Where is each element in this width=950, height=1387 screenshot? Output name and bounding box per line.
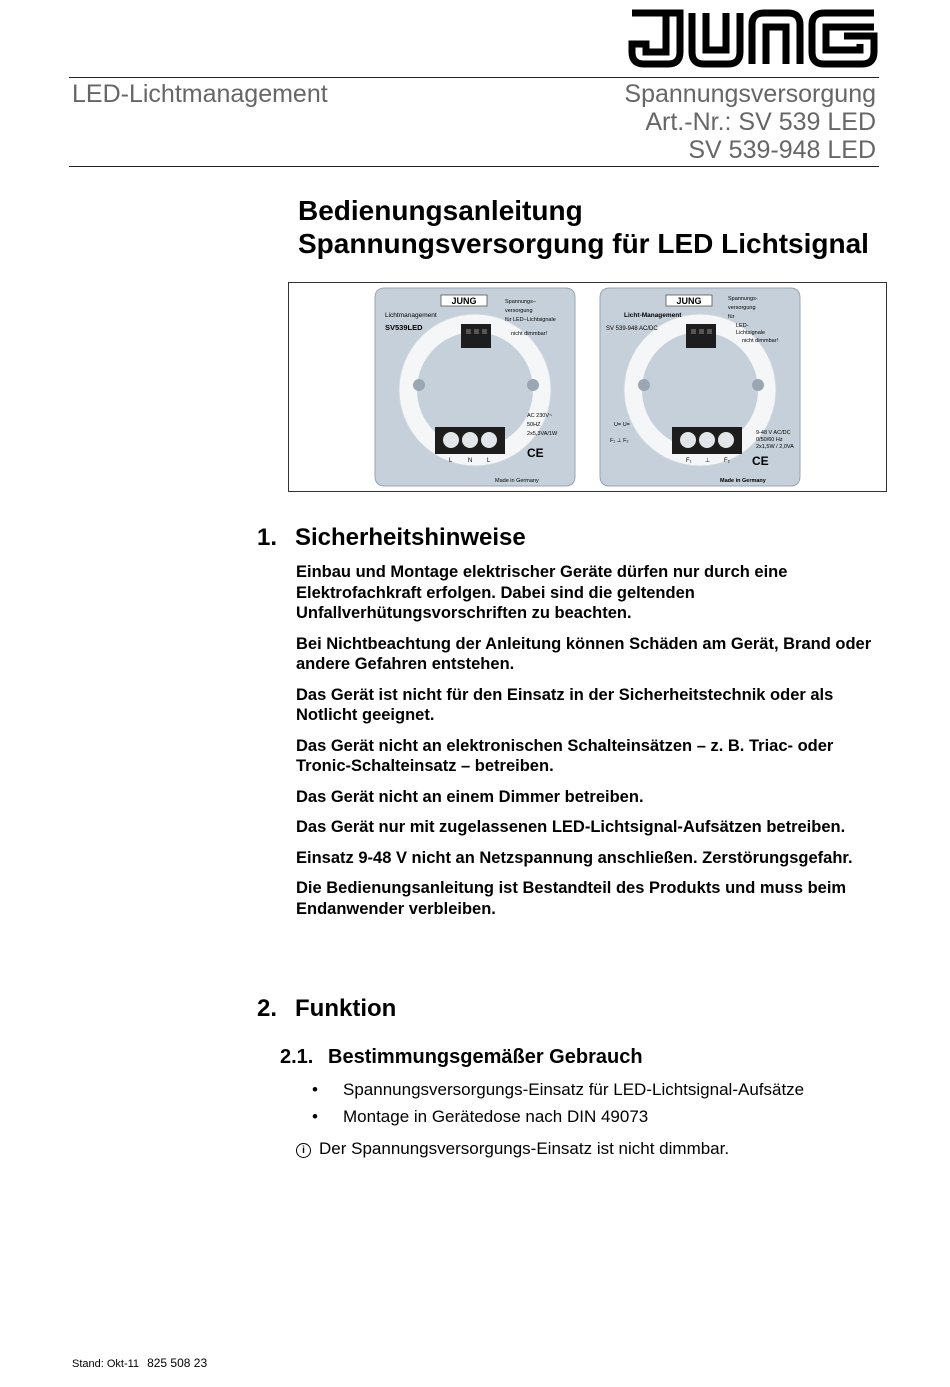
document-title	[298, 194, 869, 260]
section-2-number: 2.	[257, 995, 278, 1022]
device-2-made-in: Made in Germany	[720, 478, 766, 484]
device-2-line1: Licht-Management	[624, 312, 682, 319]
info-icon: i	[296, 1143, 311, 1158]
header-rule-top	[69, 77, 879, 78]
usage-list	[312, 1080, 804, 1134]
safety-note: Einbau und Montage elektrischer Geräte dürfen nur durch eine Elektrofachkraft erfolgen. Dabei sind die geltenden Unfallverhütungsvorschriften zu beachten.	[296, 563, 788, 622]
device-1-model: SV539LED	[385, 323, 423, 332]
header-product-block	[624, 80, 876, 164]
list-item: • Montage in Gerätedose nach DIN 49073	[312, 1107, 649, 1126]
device-1-terminals: L N L	[449, 458, 491, 464]
section-2-heading	[257, 995, 396, 1023]
section-2-title: Funktion	[295, 995, 397, 1022]
device-2-rating: 9-48 V AC/DC 0/50/60 Hz 2x1,5W / 2,0VA	[756, 430, 794, 450]
device-2-model: SV 539-948 AC/DC	[606, 326, 658, 332]
device-1-ce: CE	[527, 446, 544, 460]
info-note-text: Der Spannungsversorgungs-Einsatz ist nicht dimmbar.	[319, 1139, 730, 1158]
info-note	[296, 1139, 729, 1159]
safety-note: Das Gerät nicht an elektronischen Schalteinsätzen – z. B. Triac- oder Tronic-Schalteinsatz – betreiben.	[296, 736, 834, 775]
safety-note: Das Gerät nicht an einem Dimmer betreiben.	[296, 787, 644, 806]
header-article-2: SV 539-948 LED	[688, 136, 876, 164]
footer-stand: Stand: Okt-11	[72, 1358, 140, 1370]
safety-note: Bei Nichtbeachtung der Anleitung können Schäden am Gerät, Brand oder andere Gefahren entstehen.	[296, 634, 872, 673]
device-1	[375, 288, 575, 486]
device-2-terminals: F₁ ⊥ F₂	[686, 458, 730, 464]
section-2-1-title: Bestimmungsgemäßer Gebrauch	[328, 1046, 643, 1068]
section-1-number: 1.	[257, 524, 278, 551]
footer-number: 825 508 23	[147, 1356, 208, 1370]
safety-note: Einsatz 9-48 V nicht an Netzspannung anschließen. Zerstörungsgefahr.	[296, 848, 853, 867]
device-2-left-labels: U= U= F₁ ⊥ F₂	[610, 422, 630, 444]
device-2-side-label: Spannungs- versorgung für LED- Lichtsignale nicht dimmbar!	[728, 296, 779, 344]
header-rule-bottom	[69, 166, 879, 167]
safety-note: Die Bedienungsanleitung ist Bestandteil des Produkts und muss beim Endanwender verbleiben.	[296, 879, 847, 918]
list-item: • Spannungsversorgungs-Einsatz für LED-Lichtsignal-Aufsätze	[312, 1080, 805, 1099]
device-1-line1: Lichtmanagement	[385, 312, 437, 319]
device-1-made-in: Made in Germany	[495, 478, 539, 484]
device-1-rating: AC 230V~ 50HZ 2x5,3VA/1W	[527, 413, 558, 437]
section-2-1-heading	[280, 1046, 643, 1069]
device-1-side-label: Spannungs– versorgung für LED–Lichtsignale nicht dimmbar!	[505, 299, 556, 337]
device-1-brand: JUNG	[451, 296, 477, 306]
safety-note: Das Gerät nur mit zugelassenen LED-Lichtsignal-Aufsätzen betreiben.	[296, 818, 846, 836]
header-category: LED-Lichtmanagement	[72, 80, 328, 108]
section-2-1-number: 2.1.	[280, 1046, 314, 1068]
device-2	[600, 288, 800, 486]
product-photo	[288, 282, 887, 492]
safety-notes	[296, 562, 886, 929]
header-article-1: Art.-Nr.: SV 539 LED	[645, 108, 876, 136]
safety-note: Das Gerät ist nicht für den Einsatz in der Sicherheitstechnik oder als Notlicht geeignet.	[296, 685, 834, 724]
jung-logo	[628, 8, 878, 70]
section-1-heading	[257, 524, 526, 552]
footer	[72, 1356, 207, 1370]
device-2-brand: JUNG	[676, 296, 702, 306]
title-line-1: Bedienungsanleitung	[298, 195, 583, 226]
section-1-title: Sicherheitshinweise	[295, 524, 526, 551]
title-line-2: Spannungsversorgung für LED Lichtsignal	[298, 228, 869, 259]
device-2-ce: CE	[752, 454, 769, 468]
header-product: Spannungsversorgung	[624, 80, 876, 108]
